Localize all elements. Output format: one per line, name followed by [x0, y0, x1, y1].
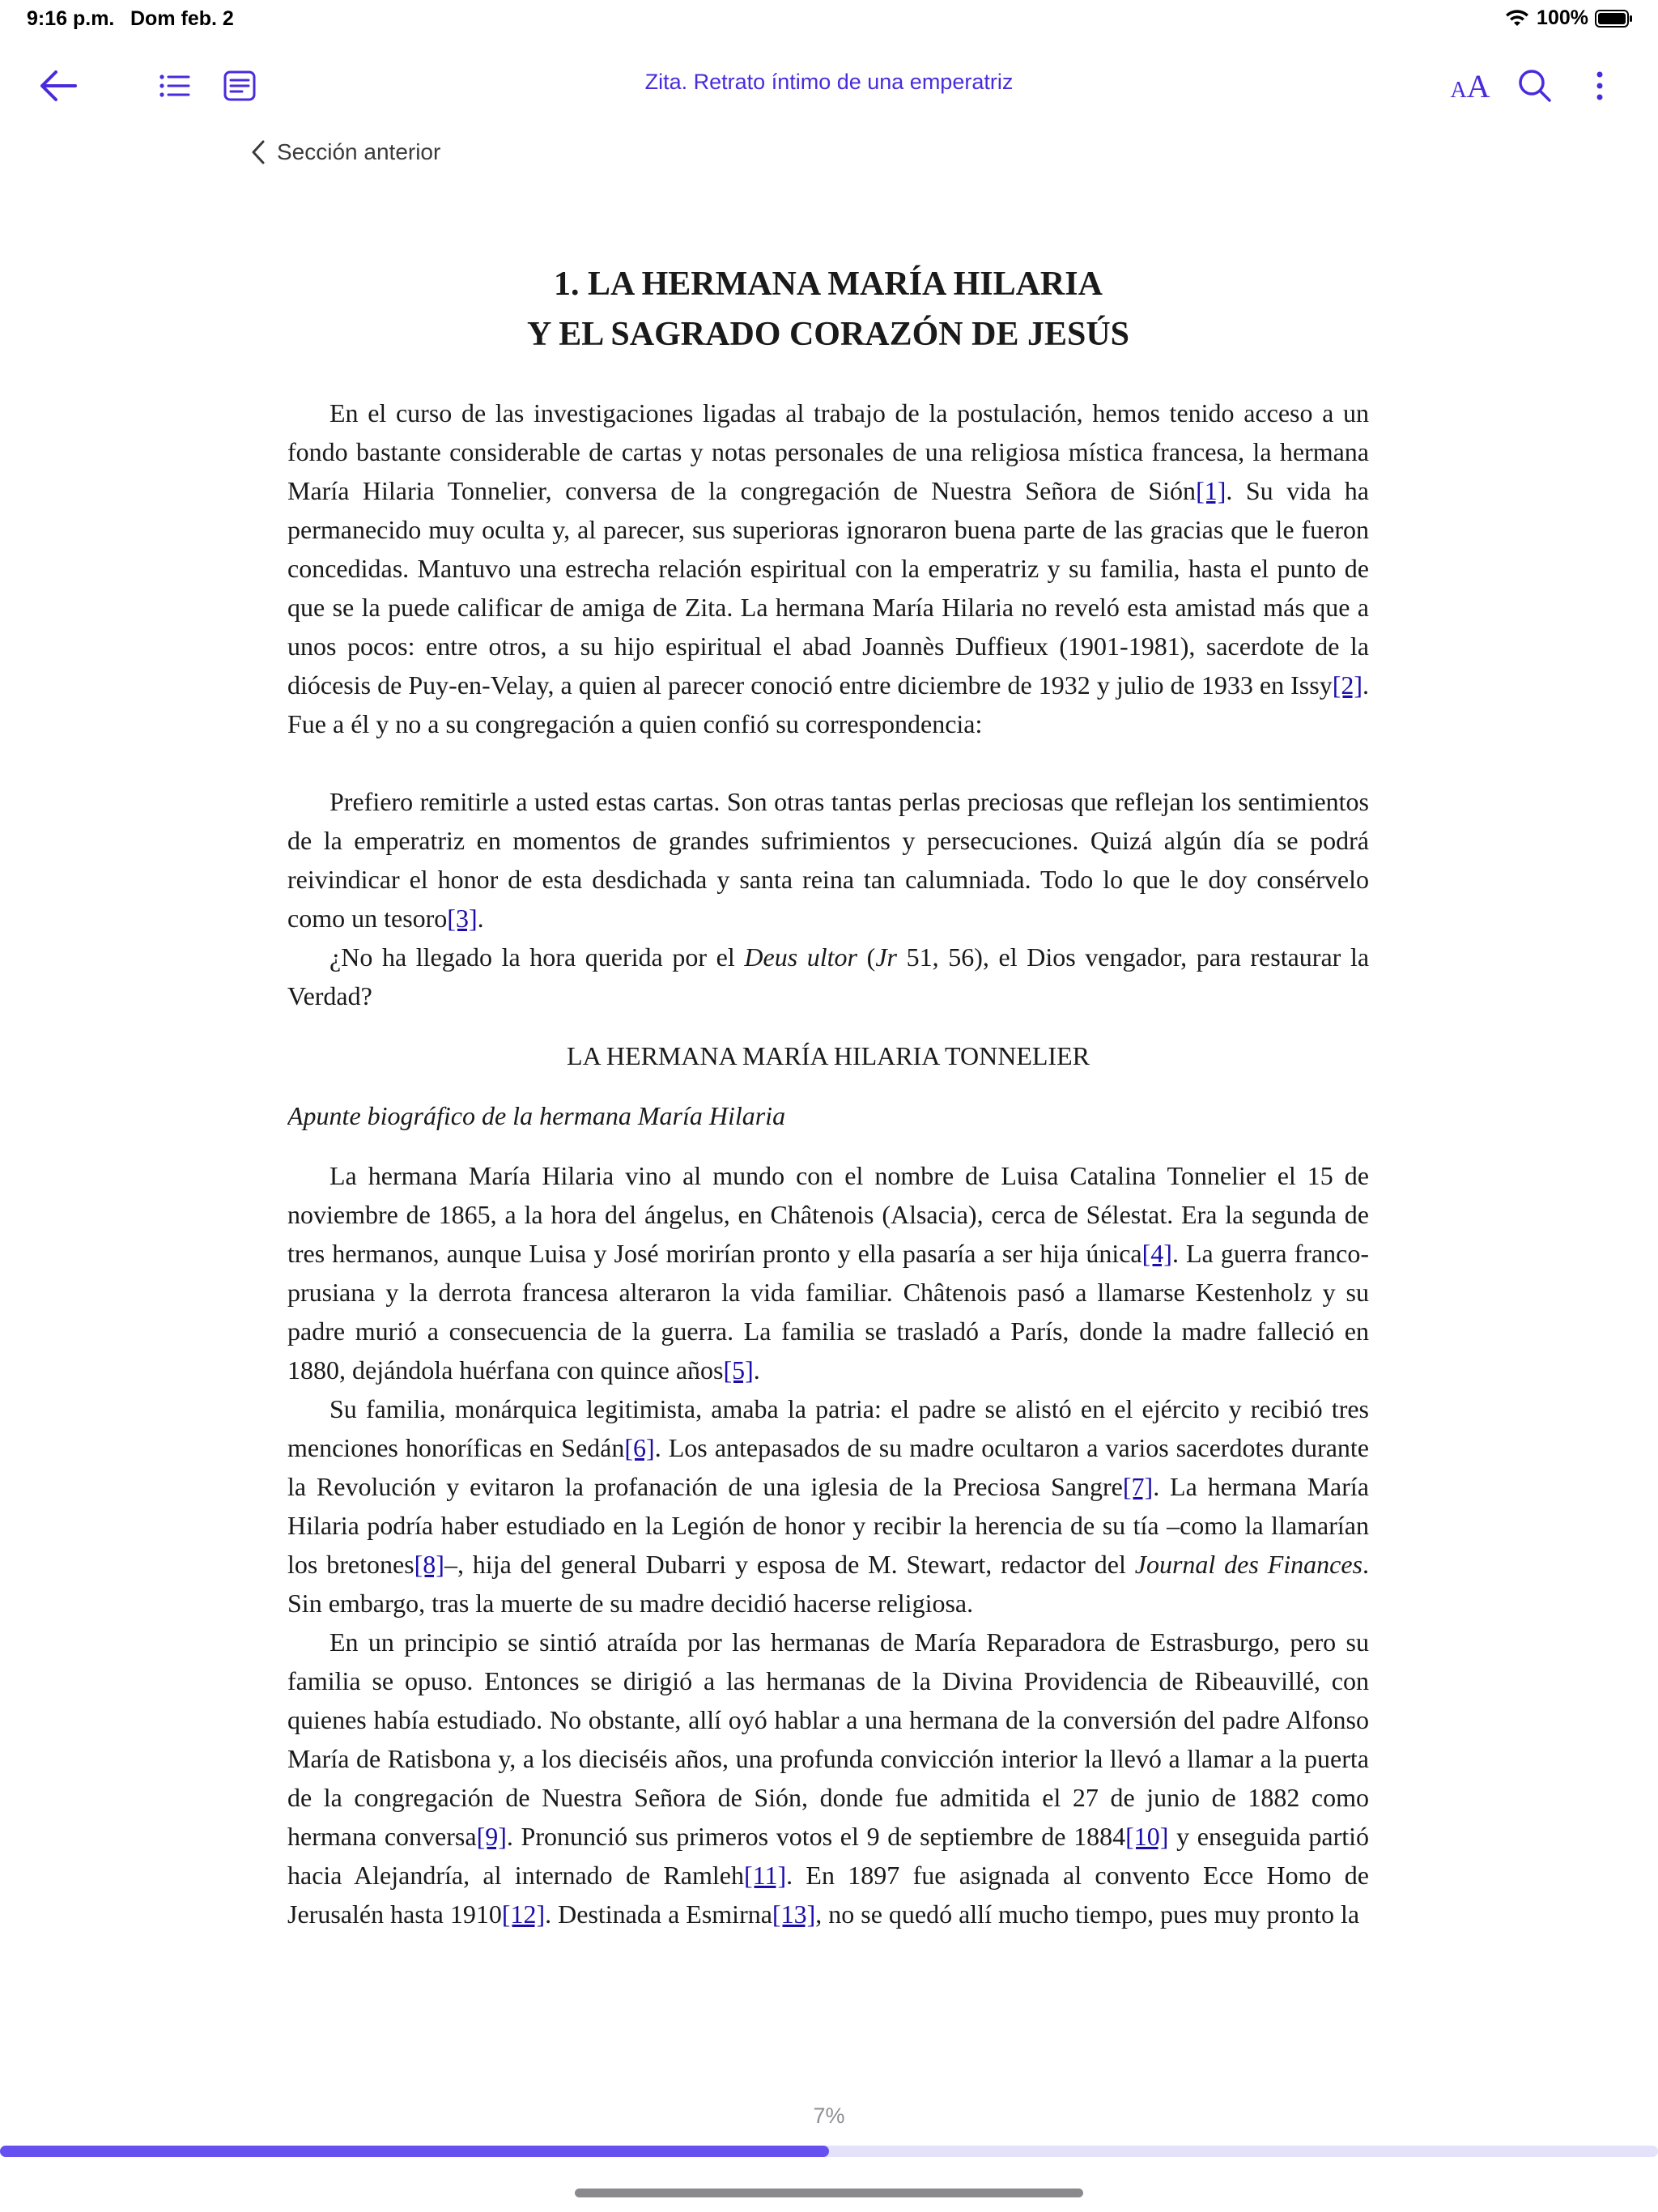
font-size-icon: [1450, 67, 1490, 105]
chapter-title-line-1: 1. LA HERMANA MARÍA HILARIA: [554, 266, 1103, 303]
paragraph-text: ¿No ha llegado la hora querida por el: [329, 942, 745, 972]
paragraph: [287, 1623, 1369, 1933]
chevron-left-icon: [251, 139, 266, 165]
more-options-button[interactable]: [1575, 62, 1624, 110]
paragraph-text: . Sin embargo, tras la muerte de su madre decidió hacerse religiosa.: [287, 1550, 1369, 1618]
previous-section-label: Sección anterior: [277, 139, 441, 164]
book-title: Zita. Retrato íntimo de una emperatriz: [644, 70, 1014, 94]
paragraph-text: En el curso de las investigaciones ligadas al trabajo de la postulación, hemos tenido acceso a un fondo bastante considerable de cartas y notas personales de una religiosa mística francesa, la hermana María Hilaria Tonnelier, conversa de la congregación de Nuestra Señora de Sión: [287, 398, 1369, 505]
previous-section-button[interactable]: [251, 139, 440, 165]
paragraph-text: y enseguida partió hacia Alejandría, al internado de Ramleh: [287, 1822, 1369, 1890]
paragraph-text: . La guerra franco-prusiana y la derrota francesa alteraron la vida familiar. Châtenois pasó a llamarse Kestenholz y su padre murió a consecuencia de la guerra. La familia se trasladó a París, donde la madre falleció en 1880, dejándola huérfana con quince años: [287, 1239, 1369, 1385]
footnote-link-7[interactable]: [7]: [1122, 1472, 1154, 1501]
status-bar: [0, 0, 1658, 40]
paragraph-text: 51, 56), el Dios vengador, para restaurar la Verdad?: [287, 942, 1369, 1010]
footnote-link-12[interactable]: [12]: [501, 1899, 546, 1929]
footnote-link-6[interactable]: [6]: [624, 1433, 655, 1462]
emphasis-text: Journal des Finances: [1134, 1550, 1363, 1579]
section-heading: LA HERMANA MARÍA HILARIA TONNELIER: [567, 1041, 1090, 1070]
paragraph: [287, 1156, 1369, 1389]
paragraph-text: Su familia, monárquica legitimista, amaba la patria: el padre se alistó en el ejército y recibió tres menciones honoríficas en Sedán: [287, 1394, 1369, 1462]
battery-percent: 100%: [1537, 6, 1588, 29]
subheading: Apunte biográfico de la hermana María Hilaria: [287, 1101, 786, 1130]
paragraph-text: . Destinada a Esmirna: [545, 1899, 772, 1929]
paragraph-text: La hermana María Hilaria vino al mundo con el nombre de Luisa Catalina Tonnelier el 15 de noviembre de 1865, a la hora del ángelus, en Châtenois (Alsacia), cerca de Sélestat. Era la segunda de tres hermanos, aunque Luisa y José morirían pronto y ella pasaría a ser hija única: [287, 1161, 1369, 1268]
footnote-link-9[interactable]: [9]: [476, 1822, 507, 1851]
battery-icon: [1595, 9, 1634, 28]
paragraph-text: .: [477, 904, 484, 933]
progress-slider[interactable]: [0, 2146, 1658, 2157]
wifi-icon: [1504, 9, 1530, 28]
paragraph-text: . La hermana María Hilaria podría haber estudiado en la Legión de honor y recibir la herencia de su tía –como la llamarían los bretones: [287, 1472, 1369, 1579]
chapter-title-line-2: Y EL SAGRADO CORAZÓN DE JESÚS: [526, 316, 1130, 353]
paragraph-text: –, hija del general Dubarri y esposa de M. Stewart, redactor del: [444, 1550, 1135, 1579]
home-indicator[interactable]: [575, 2189, 1083, 2197]
footnote-link-13[interactable]: [13]: [772, 1899, 816, 1929]
paragraph-text: . Fue a él y no a su congregación a quien confió su correspondencia:: [287, 670, 1369, 738]
paragraph: [287, 938, 1369, 1015]
footnote-link-10[interactable]: [10]: [1125, 1822, 1169, 1851]
reading-area[interactable]: [287, 259, 1369, 2073]
footnote-link-5[interactable]: [5]: [723, 1355, 754, 1385]
chapter-title: [287, 259, 1369, 359]
paragraph-text: (: [857, 942, 876, 972]
quote-paragraph: [287, 782, 1369, 938]
paragraph-text: .: [753, 1355, 760, 1385]
font-settings-button[interactable]: [1446, 62, 1494, 110]
footnote-link-4[interactable]: [4]: [1141, 1239, 1172, 1268]
font-small-glyph: A: [1450, 77, 1467, 103]
progress-fill: [0, 2146, 829, 2157]
status-date: Dom feb. 2: [130, 7, 234, 30]
paragraph-text: . En 1897 fue asignada al convento Ecce Homo de Jerusalén hasta 1910: [287, 1861, 1369, 1929]
paragraph: [287, 1389, 1369, 1623]
status-time: 9:16 p.m.: [27, 7, 115, 30]
search-icon: [1517, 68, 1553, 104]
footnote-link-2[interactable]: [2]: [1332, 670, 1363, 700]
paragraph-text: , no se quedó allí mucho tiempo, pues muy pronto la: [815, 1899, 1360, 1929]
paragraph-text: . Su vida ha permanecido muy oculta y, al parecer, sus superioras ignoraron buena parte de las gracias que le fueron concedidas. Mantuvo una estrecha relación espiritual con la emperatriz y su familia, hasta el punto de que se la puede calificar de amiga de Zita. La hermana María Hilaria no reveló esta amistad más que a unos pocos: entre otros, a su hijo espiritual el abad Joannès Duffieux (1901-1981), sacerdote de la diócesis de Puy-en-Velay, a quien al parecer conoció entre diciembre de 1932 y julio de 1933 en Issy: [287, 476, 1369, 700]
search-button[interactable]: [1511, 62, 1559, 110]
reader-toolbar: [0, 49, 1658, 121]
emphasis-text: Jr: [875, 942, 897, 972]
paragraph: [287, 393, 1369, 743]
footnote-link-11[interactable]: [11]: [744, 1861, 787, 1890]
progress-percent: 7%: [813, 2104, 845, 2128]
more-vertical-icon: [1595, 70, 1605, 102]
status-right: [1504, 6, 1634, 30]
paragraph-gap: [287, 743, 1369, 782]
footnote-link-1[interactable]: [1]: [1196, 476, 1226, 505]
footnote-link-8[interactable]: [8]: [414, 1550, 444, 1579]
emphasis-text: Deus ultor: [744, 942, 858, 972]
paragraph-text: . Los antepasados de su madre ocultaron a varios sacerdotes durante la Revolución y evitaron la profanación de una iglesia de la Preciosa Sangre: [287, 1433, 1369, 1501]
footnote-link-3[interactable]: [3]: [447, 904, 478, 933]
font-big-glyph: A: [1466, 67, 1490, 104]
paragraph-text: Prefiero remitirle a usted estas cartas. Son otras tantas perlas preciosas que reflejan los sentimientos de la emperatriz en momentos de grandes sufrimientos y persecuciones. Quizá algún día se podrá reivindicar el honor de esta desdichada y santa reina tan calumniada. Todo lo que le doy consérvelo como un tesoro: [287, 787, 1369, 933]
paragraph-text: En un principio se sintió atraída por las hermanas de María Reparadora de Estrasburgo, pero su familia se opuso. Entonces se dirigió a las hermanas de la Divina Providencia de Ribeauvillé, con quienes había estudiado. No obstante, allí oyó hablar a una hermana de la conversión del padre Alfonso María de Ratisbona y, a los dieciséis años, una profunda convicción interior la llevó a llamar a la puerta de la congregación de Nuestra Señora de Sión, donde fue admitida el 27 de junio de 1882 como hermana conversa: [287, 1627, 1369, 1851]
paragraph-text: . Pronunció sus primeros votos el 9 de septiembre de 1884: [506, 1822, 1126, 1851]
